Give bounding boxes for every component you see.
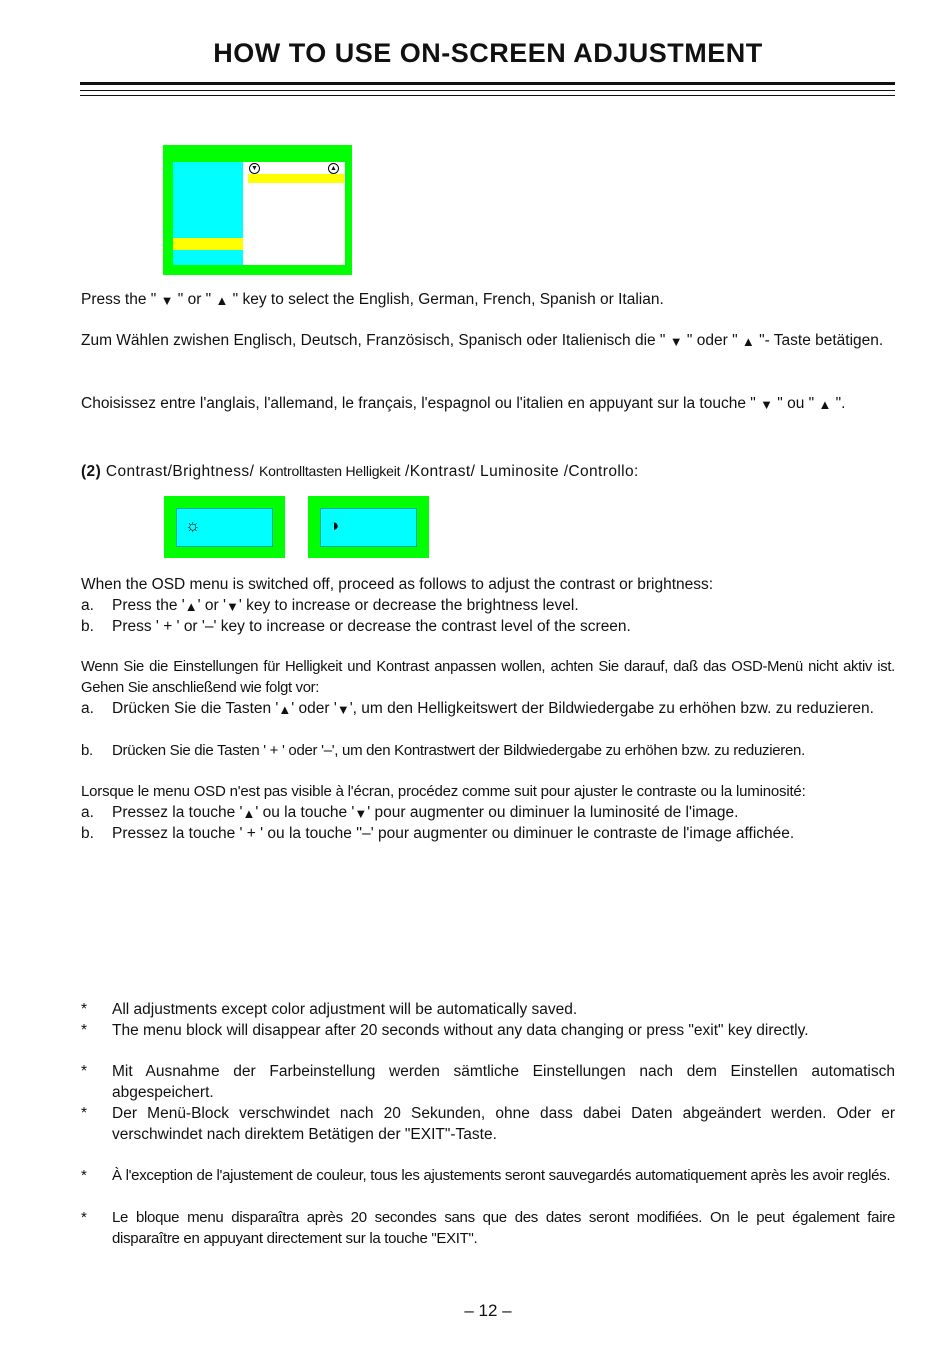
item-text: Drücken Sie die Tasten ' + ' oder '–', um den Kontrastwert der Bildwiedergabe zu erhöhen bzw. zu reduzieren.: [112, 742, 805, 759]
language-instruction-de: [81, 330, 895, 351]
item-text: Pressez la touche ' + ' ou la touche ''–' pour augmenter ou diminuer le contraste de l'image affichée.: [112, 825, 795, 842]
note-text: Mit Ausnahme der Farbeinstellung werden sämtliche Einstellungen nach dem Einstellen automatisch abgespeichert.: [112, 1063, 895, 1101]
item-label: a.: [81, 804, 94, 821]
item-text: Press ' + ' or '–' key to increase or decrease the contrast level of the screen.: [112, 618, 631, 635]
bullet: *: [81, 1063, 88, 1080]
text: Zum Wählen zwishen Englisch, Deutsch, Französisch, Spanisch oder Italienisch die ": [81, 332, 670, 349]
text: Kontrolltasten Helligkeit: [259, 463, 401, 479]
bullet: *: [81, 1209, 87, 1226]
note-text: All adjustments except color adjustment will be automatically saved.: [112, 1001, 578, 1018]
contrast-half-circle-icon: ◑: [329, 516, 340, 535]
title-rule-thin-1: [80, 90, 895, 91]
text: " oder ": [682, 332, 742, 349]
item-label: b.: [81, 825, 94, 842]
osd-submenu-selected-item: [248, 174, 344, 183]
note-en-1: [81, 999, 895, 1020]
up-arrow-icon: ▲: [278, 702, 292, 717]
up-arrow-icon: ▲: [215, 293, 229, 308]
en-adjust-item-a: [81, 595, 895, 616]
text: /Kontrast/ Luminosite /Controllo:: [400, 463, 639, 480]
fr-adjust-intro: Lorsque le menu OSD n'est pas visible à l'écran, procédez comme suit pour ajuster le contraste ou la luminosité:: [81, 783, 806, 800]
down-button-icon: ▼: [249, 163, 260, 174]
note-text: À l'exception de l'ajustement de couleur, tous les ajustements seront sauvegardés automatiquement après les avoir reglés.: [112, 1167, 891, 1184]
item-label: b.: [81, 742, 93, 759]
text: " or ": [173, 291, 216, 308]
brightness-osd-figure: [164, 496, 285, 558]
text: " ou ": [772, 395, 819, 412]
text: Contrast/Brightness/: [101, 463, 259, 480]
item-text: [112, 595, 895, 616]
down-arrow-icon: ▼: [760, 397, 773, 412]
fr-adjust-item-b: [81, 823, 895, 844]
text: ' ou la touche ': [255, 804, 355, 821]
text: "- Taste betätigen.: [754, 332, 884, 349]
note-de-2: [81, 1103, 895, 1145]
title-rule-thin-2: [80, 95, 895, 96]
text: ' or ': [197, 597, 226, 614]
osd-menu-selected-item: [173, 238, 243, 250]
language-instruction-en: [81, 289, 895, 310]
bullet: *: [81, 1167, 87, 1184]
note-text: Der Menü-Block verschwindet nach 20 Sekunden, ohne dass dabei Daten abgeändert werden. Oder er verschwindet nach direktem Betätigen der "EXIT"-Taste.: [112, 1105, 895, 1143]
down-arrow-icon: ▼: [336, 702, 350, 717]
note-fr-1: [81, 1165, 895, 1186]
text: ' oder ': [291, 700, 337, 717]
contrast-panel: [320, 508, 417, 547]
section-number: (2): [81, 463, 102, 480]
osd-menu-list: [173, 162, 243, 265]
fr-adjust-item-a: [81, 802, 895, 823]
down-arrow-icon: ▼: [225, 599, 239, 614]
de-adjust-item-a: [81, 698, 895, 719]
language-instruction-fr: [81, 393, 895, 414]
up-button-icon: ▲: [328, 163, 339, 174]
page-title: HOW TO USE ON-SCREEN ADJUSTMENT: [213, 38, 763, 68]
up-arrow-icon: ▲: [184, 599, 198, 614]
item-text: [112, 802, 895, 823]
text: Press the ': [112, 597, 185, 614]
text: ".: [831, 395, 846, 412]
en-adjust-intro: When the OSD menu is switched off, proceed as follows to adjust the contrast or brightness:: [81, 576, 714, 593]
item-label: a.: [81, 597, 94, 614]
en-adjust-item-b: [81, 616, 895, 637]
down-arrow-icon: ▼: [669, 334, 683, 349]
item-label: a.: [81, 700, 94, 717]
bullet: *: [81, 1001, 88, 1018]
text: Pressez la touche ': [112, 804, 243, 821]
section-2-heading: [81, 461, 895, 482]
note-fr-2: [81, 1207, 895, 1249]
osd-submenu-panel: [243, 162, 345, 265]
text: " key to select the English, German, French, Spanish or Italian.: [228, 291, 664, 308]
osd-language-menu-figure: [163, 145, 352, 275]
note-en-2: [81, 1020, 895, 1041]
brightness-sun-icon: ☼: [185, 516, 201, 535]
note-de-1: [81, 1061, 895, 1103]
item-text: [112, 698, 895, 719]
text: ' key to increase or decrease the brightness level.: [238, 597, 579, 614]
bullet: *: [81, 1105, 88, 1122]
text: Press the ": [81, 291, 161, 308]
brightness-panel: [176, 508, 273, 547]
text: Choisissez entre l'anglais, l'allemand, le français, l'espagnol ou l'italien en appuyant sur la touche ": [81, 395, 761, 412]
up-arrow-icon: ▲: [741, 334, 755, 349]
text: ' pour augmenter ou diminuer la luminosité de l'image.: [367, 804, 739, 821]
title-rule-thick: [80, 82, 895, 85]
down-arrow-icon: ▼: [354, 806, 368, 821]
de-adjust-intro: Wenn Sie die Einstellungen für Helligkeit und Kontrast anpassen wollen, achten Sie darauf, daß das OSD-Menü nicht aktiv ist. Gehen Sie anschließend wie folgt vor:: [81, 659, 895, 696]
text: Drücken Sie die Tasten ': [112, 700, 279, 717]
item-label: b.: [81, 618, 94, 635]
de-adjust-item-b: [81, 740, 895, 761]
note-text: The menu block will disappear after 20 seconds without any data changing or press "exit" key directly.: [112, 1022, 809, 1039]
up-arrow-icon: ▲: [818, 397, 832, 412]
contrast-osd-figure: [308, 496, 429, 558]
note-text: Le bloque menu disparaîtra après 20 secondes sans que des dates seront modifiées. On le peut également faire disparaître en appuyant directement sur la touche "EXIT".: [112, 1209, 895, 1247]
down-arrow-icon: ▼: [160, 293, 174, 308]
bullet: *: [81, 1022, 88, 1039]
up-arrow-icon: ▲: [242, 806, 256, 821]
page-number: – 12 –: [464, 1301, 512, 1320]
text: ', um den Helligkeitswert der Bildwiedergabe zu erhöhen bzw. zu reduzieren.: [349, 700, 874, 717]
